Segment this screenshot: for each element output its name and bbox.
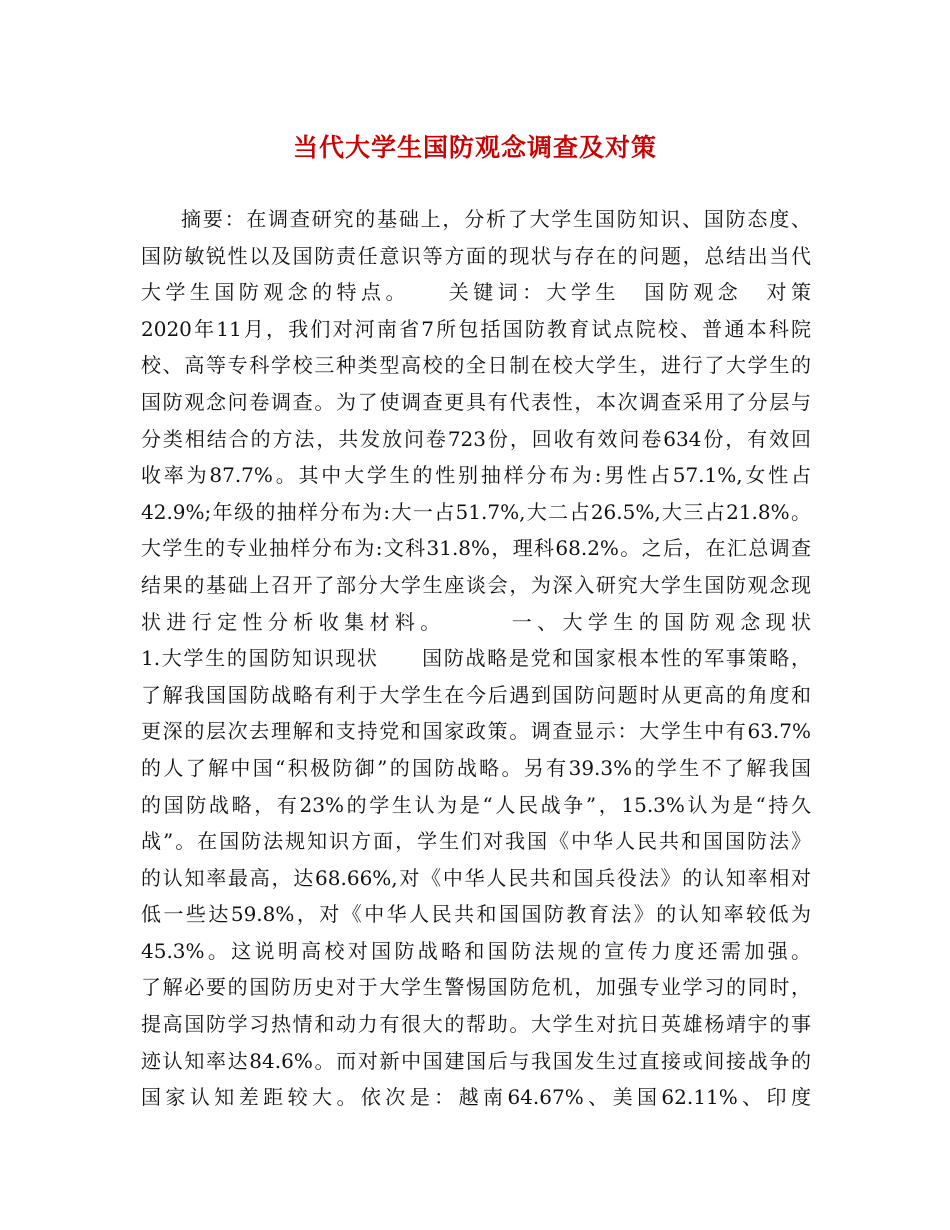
body-line: 大学生的专业抽样分布为:文科31.8%，理科68.2%。之后，在汇总调查 bbox=[141, 536, 811, 561]
body-line: 状进行定性分析收集材料。 一、大学生的国防观念现状 bbox=[141, 609, 811, 634]
body-line: 45.3%。这说明高校对国防战略和国防法规的宣传力度还需加强。 bbox=[141, 938, 811, 963]
body-line: 校、高等专科学校三种类型高校的全日制在校大学生，进行了大学生的 bbox=[141, 353, 811, 378]
body-line: 了解我国国防战略有利于大学生在今后遇到国防问题时从更高的角度和 bbox=[141, 682, 811, 707]
body-line: 摘要：在调查研究的基础上，分析了大学生国防知识、国防态度、 bbox=[181, 207, 811, 231]
body-line: 收率为87.7%。其中大学生的性别抽样分布为:男性占57.1%,女性占 bbox=[141, 463, 811, 488]
body-line: 了解必要的国防历史对于大学生警惕国防危机，加强专业学习的同时， bbox=[141, 975, 811, 1000]
body-line: 的认知率最高，达68.66%,对《中华人民共和国兵役法》的认知率相对 bbox=[141, 865, 811, 890]
body-line: 更深的层次去理解和支持党和国家政策。调查显示：大学生中有63.7% bbox=[141, 719, 811, 744]
body-line: 的人了解中国“积极防御”的国防战略。另有39.3%的学生不了解我国 bbox=[141, 755, 811, 780]
body-line: 42.9%;年级的抽样分布为:大一占51.7%,大二占26.5%,大三占21.8%。 bbox=[141, 499, 811, 524]
body-line: 提高国防学习热情和动力有很大的帮助。大学生对抗日英雄杨靖宇的事 bbox=[141, 1012, 811, 1037]
document-title: 当代大学生国防观念调查及对策 bbox=[292, 133, 657, 162]
body-line: 2020年11月，我们对河南省7所包括国防教育试点院校、普通本科院 bbox=[141, 316, 811, 341]
body-line: 国防敏锐性以及国防责任意识等方面的现状与存在的问题，总结出当代 bbox=[141, 243, 811, 268]
body-line: 分类相结合的方法，共发放问卷723份，回收有效问卷634份，有效回 bbox=[141, 426, 811, 451]
body-line: 国家认知差距较大。依次是：越南64.67%、美国62.11%、印度 bbox=[141, 1085, 811, 1110]
body-line: 结果的基础上召开了部分大学生座谈会，为深入研究大学生国防观念现 bbox=[141, 572, 811, 597]
document-body bbox=[141, 201, 811, 1116]
body-line: 大学生国防观念的特点。 关键词：大学生 国防观念 对策 bbox=[141, 280, 811, 305]
body-line: 低一些达59.8%，对《中华人民共和国国防教育法》的认知率较低为 bbox=[141, 902, 811, 927]
body-line: 的国防战略，有23%的学生认为是“人民战争”，15.3%认为是“持久 bbox=[141, 792, 811, 817]
body-line: 国防观念问卷调查。为了使调查更具有代表性，本次调查采用了分层与 bbox=[141, 389, 811, 414]
body-line: 战”。在国防法规知识方面，学生们对我国《中华人民共和国国防法》 bbox=[141, 829, 811, 854]
body-line: 迹认知率达84.6%。而对新中国建国后与我国发生过直接或间接战争的 bbox=[141, 1048, 811, 1073]
body-line: 1.大学生的国防知识现状 国防战略是党和国家根本性的军事策略， bbox=[141, 646, 811, 671]
